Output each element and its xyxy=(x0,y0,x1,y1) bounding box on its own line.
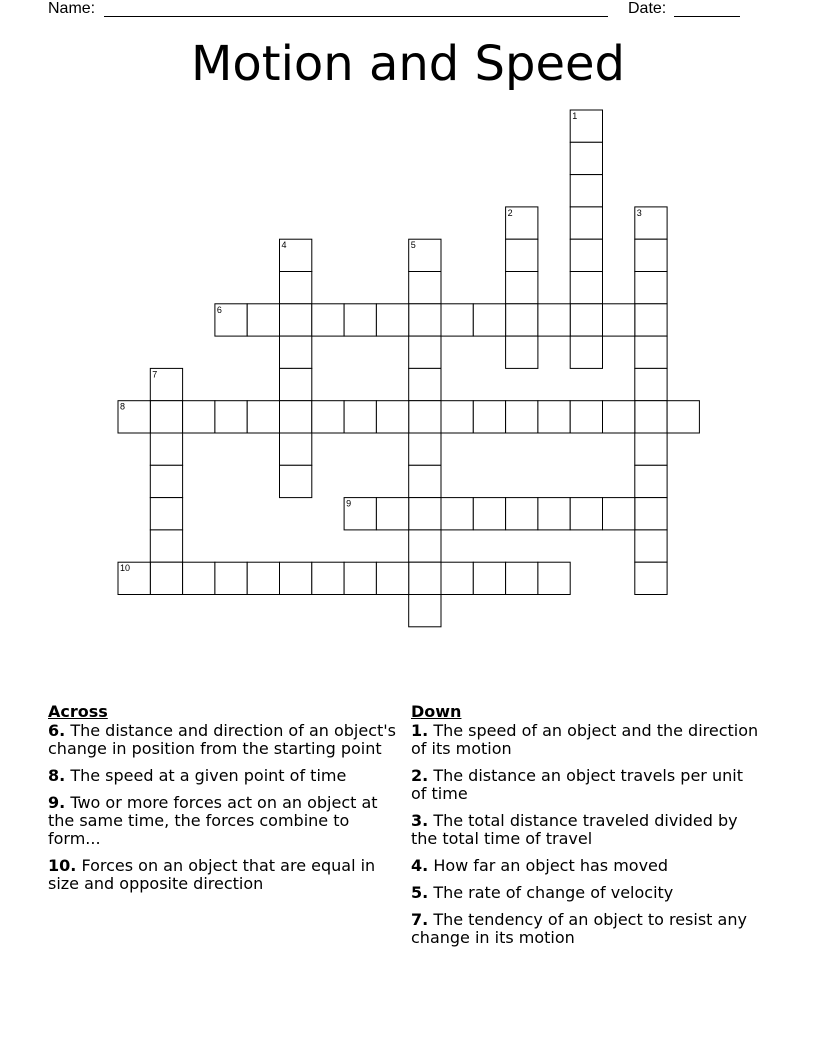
page-title: Motion and Speed xyxy=(190,36,625,92)
crossword-cell[interactable] xyxy=(376,304,408,336)
crossword-cell[interactable] xyxy=(506,498,538,530)
clue-across-9 xyxy=(48,794,398,848)
crossword-cell[interactable] xyxy=(247,304,279,336)
crossword-cell[interactable] xyxy=(280,562,312,594)
crossword-cell[interactable] xyxy=(409,530,441,562)
crossword-cell[interactable] xyxy=(473,498,505,530)
clue-number-label: 10 xyxy=(120,563,131,574)
crossword-cell[interactable] xyxy=(280,401,312,433)
crossword-cell[interactable] xyxy=(409,368,441,400)
crossword-cell[interactable] xyxy=(635,562,667,594)
crossword-cell[interactable] xyxy=(570,207,602,239)
crossword-cell[interactable] xyxy=(603,304,635,336)
crossword-cell[interactable] xyxy=(506,562,538,594)
crossword-cell[interactable] xyxy=(473,304,505,336)
clue-number-label: 1 xyxy=(572,111,578,121)
crossword-cell[interactable] xyxy=(538,498,570,530)
clue-number: 4. xyxy=(411,856,429,875)
crossword-cell[interactable] xyxy=(570,498,602,530)
crossword-cell[interactable] xyxy=(118,401,150,433)
crossword-cell[interactable] xyxy=(280,304,312,336)
clue-across-8 xyxy=(48,767,398,785)
crossword-cell[interactable] xyxy=(635,207,667,239)
crossword-cell[interactable] xyxy=(473,401,505,433)
crossword-cell[interactable] xyxy=(603,401,635,433)
clue-number: 6. xyxy=(48,721,66,740)
clue-text: The total distance traveled divided by the total time of travel xyxy=(411,811,738,848)
name-label: Name: xyxy=(48,0,96,17)
crossword-cell[interactable] xyxy=(280,239,312,271)
crossword-cell[interactable] xyxy=(409,401,441,433)
crossword-cell[interactable] xyxy=(409,433,441,465)
clue-text: The tendency of an object to resist any change in its motion xyxy=(411,910,747,947)
down-clues xyxy=(411,702,761,956)
crossword-cell[interactable] xyxy=(635,465,667,497)
crossword-cell[interactable] xyxy=(409,465,441,497)
clue-across-10 xyxy=(48,857,398,893)
clue-number: 9. xyxy=(48,793,66,812)
crossword-cell[interactable] xyxy=(538,562,570,594)
crossword-cell[interactable] xyxy=(183,562,215,594)
crossword-cell[interactable] xyxy=(570,401,602,433)
crossword-cell[interactable] xyxy=(635,272,667,304)
crossword-cell[interactable] xyxy=(506,304,538,336)
crossword-cell[interactable] xyxy=(409,239,441,271)
clue-number-label: 3 xyxy=(636,207,642,218)
crossword-cell[interactable] xyxy=(118,562,150,594)
clue-text: The distance and direction of an object's change in position from the starting point xyxy=(48,721,397,758)
clue-text: The speed of an object and the direction of its motion xyxy=(411,721,759,758)
crossword-cell[interactable] xyxy=(506,207,538,239)
crossword-cell[interactable] xyxy=(409,595,441,627)
crossword-cell[interactable] xyxy=(280,465,312,497)
crossword-cell[interactable] xyxy=(570,304,602,336)
crossword-cell[interactable] xyxy=(376,498,408,530)
crossword-cell[interactable] xyxy=(215,401,247,433)
crossword-cell[interactable] xyxy=(183,401,215,433)
crossword-cell[interactable] xyxy=(150,401,182,433)
crossword-cell[interactable] xyxy=(506,239,538,271)
crossword-cell[interactable] xyxy=(280,336,312,368)
clue-down-1 xyxy=(411,722,761,758)
crossword-cell[interactable] xyxy=(215,304,247,336)
crossword-cell[interactable] xyxy=(570,239,602,271)
crossword-cell[interactable] xyxy=(506,272,538,304)
clue-number-label: 2 xyxy=(507,207,513,218)
clue-down-2 xyxy=(411,767,761,803)
crossword-cell[interactable] xyxy=(570,336,602,368)
crossword-cell[interactable] xyxy=(441,498,473,530)
clue-number-label: 6 xyxy=(216,304,222,315)
crossword-cell[interactable] xyxy=(409,336,441,368)
crossword-cell[interactable] xyxy=(635,433,667,465)
down-heading: Down xyxy=(411,702,462,721)
crossword-cell[interactable] xyxy=(441,401,473,433)
across-heading: Across xyxy=(48,702,108,721)
clue-down-3 xyxy=(411,812,761,848)
crossword-cell[interactable] xyxy=(150,368,182,400)
clue-number: 8. xyxy=(48,766,66,785)
crossword-cell[interactable] xyxy=(635,336,667,368)
crossword-cell[interactable] xyxy=(376,401,408,433)
crossword-cell[interactable] xyxy=(409,498,441,530)
crossword-cell[interactable] xyxy=(506,336,538,368)
header xyxy=(48,0,748,20)
crossword-cell[interactable] xyxy=(635,239,667,271)
clue-number-label: 5 xyxy=(410,240,416,251)
crossword-cell[interactable] xyxy=(570,175,602,207)
crossword-cell[interactable] xyxy=(150,498,182,530)
crossword-cell[interactable] xyxy=(506,401,538,433)
clue-number-label: 4 xyxy=(281,240,287,251)
crossword-cell[interactable] xyxy=(280,272,312,304)
crossword-cell[interactable] xyxy=(441,304,473,336)
crossword-cell[interactable] xyxy=(570,110,602,142)
clue-text: How far an object has moved xyxy=(433,856,669,875)
crossword-cell[interactable] xyxy=(344,304,376,336)
clue-number: 3. xyxy=(411,811,429,830)
crossword-cell[interactable] xyxy=(570,272,602,304)
clue-number-label: 7 xyxy=(152,369,158,380)
clue-number: 7. xyxy=(411,910,429,929)
crossword-cell[interactable] xyxy=(635,530,667,562)
crossword-cell[interactable] xyxy=(280,433,312,465)
crossword-cell[interactable] xyxy=(409,272,441,304)
date-label: Date: xyxy=(628,0,667,17)
crossword-cell[interactable] xyxy=(150,465,182,497)
crossword-cell[interactable] xyxy=(150,530,182,562)
clue-text: Forces on an object that are equal in size and opposite direction xyxy=(48,856,376,893)
across-clues xyxy=(48,702,398,902)
date-field[interactable] xyxy=(674,16,740,17)
crossword-cell[interactable] xyxy=(667,401,699,433)
clue-number: 5. xyxy=(411,883,429,902)
clue-number: 1. xyxy=(411,721,429,740)
crossword-cell[interactable] xyxy=(538,401,570,433)
clue-text: Two or more forces act on an object at the same time, the forces combine to form... xyxy=(48,793,378,848)
crossword-cell[interactable] xyxy=(538,304,570,336)
clue-across-6 xyxy=(48,722,398,758)
clue-number: 10. xyxy=(48,856,77,875)
crossword-cell[interactable] xyxy=(409,304,441,336)
crossword-cell[interactable] xyxy=(247,401,279,433)
crossword-cell[interactable] xyxy=(441,562,473,594)
clue-text: The speed at a given point of time xyxy=(70,766,347,785)
crossword-cell[interactable] xyxy=(570,142,602,174)
crossword-cell[interactable] xyxy=(635,401,667,433)
crossword-cell[interactable] xyxy=(344,498,376,530)
clue-number: 2. xyxy=(411,766,429,785)
crossword-cell[interactable] xyxy=(344,401,376,433)
crossword-cell[interactable] xyxy=(150,562,182,594)
clue-text: The rate of change of velocity xyxy=(433,883,674,902)
clue-down-5 xyxy=(411,884,761,902)
crossword-cell[interactable] xyxy=(247,562,279,594)
crossword-cell[interactable] xyxy=(376,562,408,594)
crossword-cell[interactable] xyxy=(215,562,247,594)
crossword-cell[interactable] xyxy=(312,562,344,594)
crossword-cell[interactable] xyxy=(344,562,376,594)
crossword-cell[interactable] xyxy=(635,498,667,530)
crossword-cell[interactable] xyxy=(312,304,344,336)
crossword-cell[interactable] xyxy=(280,368,312,400)
name-field[interactable] xyxy=(104,16,608,17)
crossword-cell[interactable] xyxy=(635,368,667,400)
crossword-cell[interactable] xyxy=(150,433,182,465)
crossword-cell[interactable] xyxy=(635,304,667,336)
crossword-cell[interactable] xyxy=(312,401,344,433)
clue-down-7 xyxy=(411,911,761,947)
clue-number-label: 9 xyxy=(346,498,352,509)
clue-number-label: 8 xyxy=(120,401,126,412)
clue-down-4 xyxy=(411,857,761,875)
clue-text: The distance an object travels per unit of time xyxy=(411,766,743,803)
crossword-cell[interactable] xyxy=(473,562,505,594)
crossword-cell[interactable] xyxy=(603,498,635,530)
crossword-cell[interactable] xyxy=(409,562,441,594)
